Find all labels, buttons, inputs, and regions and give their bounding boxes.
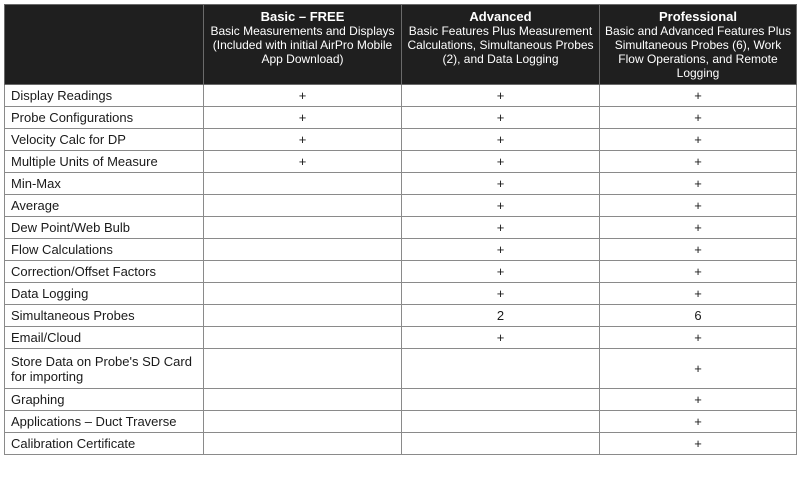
tier-title-basic: Basic – FREE bbox=[260, 9, 345, 24]
basic-cell bbox=[204, 349, 402, 389]
professional-cell: + bbox=[600, 283, 797, 305]
header-professional bbox=[600, 5, 797, 85]
table-row bbox=[5, 327, 797, 349]
table-row bbox=[5, 261, 797, 283]
header-basic bbox=[204, 5, 402, 85]
basic-cell bbox=[204, 389, 402, 411]
professional-cell: + bbox=[600, 107, 797, 129]
feature-name: Min-Max bbox=[5, 173, 204, 195]
feature-name: Correction/Offset Factors bbox=[5, 261, 204, 283]
header-row bbox=[5, 5, 797, 85]
tier-desc-advanced: Basic Features Plus Measurement Calculations, Simultaneous Probes (2), and Data Logging bbox=[407, 24, 594, 66]
table-row bbox=[5, 217, 797, 239]
feature-name: Applications – Duct Traverse bbox=[5, 411, 204, 433]
table-row bbox=[5, 411, 797, 433]
tier-desc-professional: Basic and Advanced Features Plus Simultaneous Probes (6), Work Flow Operations, and Remote Logging bbox=[604, 24, 792, 80]
professional-cell: + bbox=[600, 151, 797, 173]
advanced-cell bbox=[402, 411, 600, 433]
tier-desc-basic: Basic Measurements and Displays (Included with initial AirPro Mobile App Download) bbox=[210, 24, 395, 66]
advanced-cell: + bbox=[402, 129, 600, 151]
basic-cell bbox=[204, 239, 402, 261]
table-row bbox=[5, 107, 797, 129]
professional-cell: + bbox=[600, 411, 797, 433]
tier-title-professional: Professional bbox=[658, 9, 738, 24]
feature-comparison-table bbox=[4, 4, 797, 455]
comparison-table-container bbox=[4, 4, 796, 455]
table-row bbox=[5, 239, 797, 261]
advanced-cell: + bbox=[402, 85, 600, 107]
advanced-cell: + bbox=[402, 239, 600, 261]
header-advanced bbox=[402, 5, 600, 85]
professional-cell: + bbox=[600, 217, 797, 239]
feature-name: Velocity Calc for DP bbox=[5, 129, 204, 151]
advanced-cell bbox=[402, 433, 600, 455]
feature-name: Email/Cloud bbox=[5, 327, 204, 349]
basic-cell bbox=[204, 327, 402, 349]
professional-cell: + bbox=[600, 389, 797, 411]
basic-cell: + bbox=[204, 107, 402, 129]
table-row bbox=[5, 283, 797, 305]
feature-name: Graphing bbox=[5, 389, 204, 411]
advanced-cell: + bbox=[402, 327, 600, 349]
feature-name: Display Readings bbox=[5, 85, 204, 107]
professional-cell: + bbox=[600, 349, 797, 389]
table-row bbox=[5, 173, 797, 195]
table-row bbox=[5, 349, 797, 389]
basic-cell bbox=[204, 305, 402, 327]
professional-cell: + bbox=[600, 85, 797, 107]
header-feature-corner bbox=[5, 5, 204, 85]
advanced-cell: 2 bbox=[402, 305, 600, 327]
professional-cell: + bbox=[600, 195, 797, 217]
basic-cell bbox=[204, 217, 402, 239]
feature-name: Average bbox=[5, 195, 204, 217]
advanced-cell: + bbox=[402, 151, 600, 173]
table-row bbox=[5, 85, 797, 107]
basic-cell bbox=[204, 283, 402, 305]
tier-title-advanced: Advanced bbox=[469, 9, 532, 24]
advanced-cell bbox=[402, 389, 600, 411]
basic-cell: + bbox=[204, 129, 402, 151]
basic-cell bbox=[204, 261, 402, 283]
advanced-cell: + bbox=[402, 173, 600, 195]
basic-cell bbox=[204, 173, 402, 195]
table-row bbox=[5, 305, 797, 327]
table-row bbox=[5, 129, 797, 151]
basic-cell: + bbox=[204, 85, 402, 107]
professional-cell: + bbox=[600, 129, 797, 151]
advanced-cell: + bbox=[402, 195, 600, 217]
professional-cell: + bbox=[600, 261, 797, 283]
basic-cell bbox=[204, 411, 402, 433]
professional-cell: + bbox=[600, 173, 797, 195]
advanced-cell bbox=[402, 349, 600, 389]
advanced-cell: + bbox=[402, 261, 600, 283]
feature-name: Store Data on Probe's SD Card for importing bbox=[5, 349, 204, 389]
professional-cell: 6 bbox=[600, 305, 797, 327]
table-row bbox=[5, 389, 797, 411]
professional-cell: + bbox=[600, 239, 797, 261]
table-row bbox=[5, 195, 797, 217]
basic-cell bbox=[204, 433, 402, 455]
feature-name: Flow Calculations bbox=[5, 239, 204, 261]
feature-name: Dew Point/Web Bulb bbox=[5, 217, 204, 239]
feature-name: Calibration Certificate bbox=[5, 433, 204, 455]
table-row bbox=[5, 151, 797, 173]
professional-cell: + bbox=[600, 327, 797, 349]
table-row bbox=[5, 433, 797, 455]
feature-name: Probe Configurations bbox=[5, 107, 204, 129]
advanced-cell: + bbox=[402, 107, 600, 129]
advanced-cell: + bbox=[402, 217, 600, 239]
basic-cell: + bbox=[204, 151, 402, 173]
feature-name: Multiple Units of Measure bbox=[5, 151, 204, 173]
feature-name: Data Logging bbox=[5, 283, 204, 305]
advanced-cell: + bbox=[402, 283, 600, 305]
basic-cell bbox=[204, 195, 402, 217]
feature-name: Simultaneous Probes bbox=[5, 305, 204, 327]
professional-cell: + bbox=[600, 433, 797, 455]
